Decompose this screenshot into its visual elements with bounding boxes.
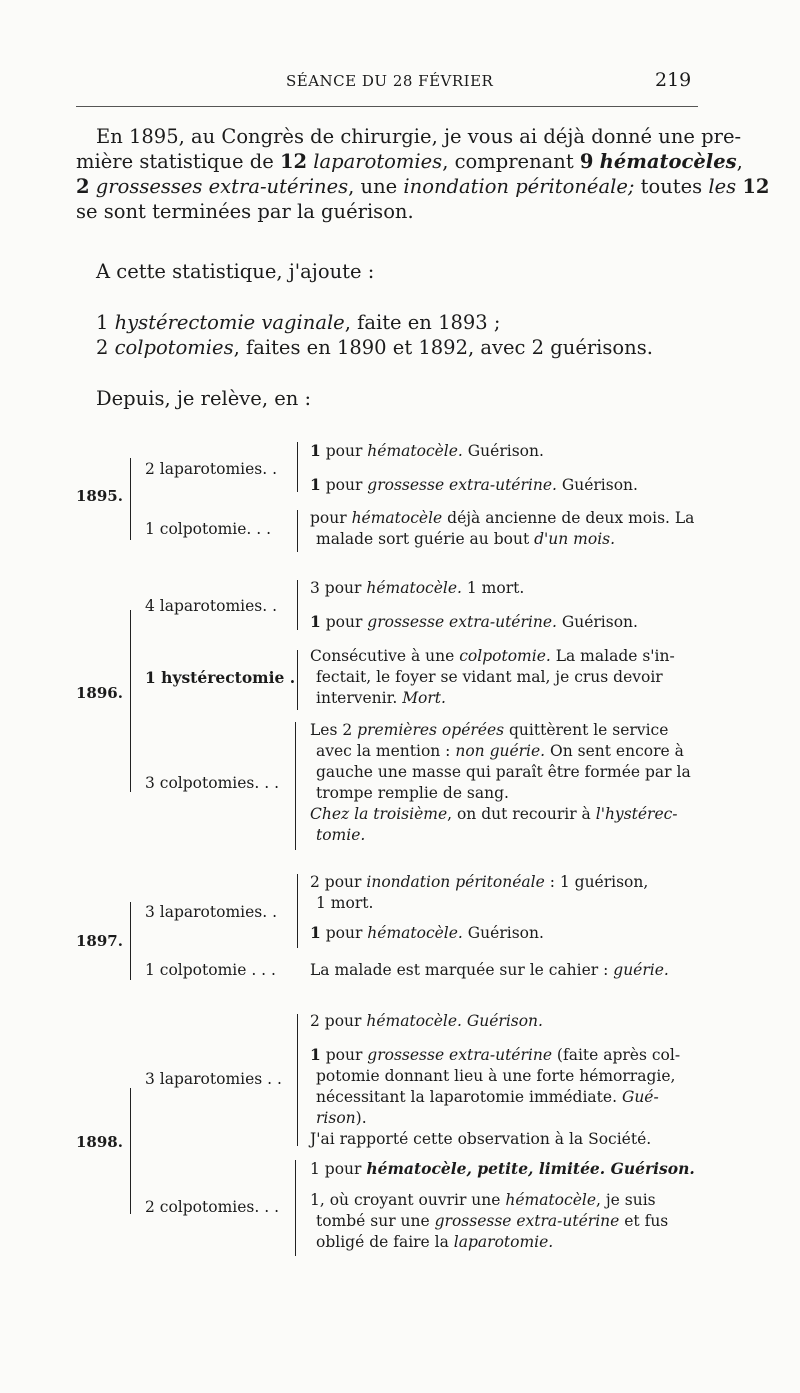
entry-1895-colpotomie: 1 colpotomie. . . (145, 520, 272, 538)
text: , faite en 1893 ; (344, 311, 501, 334)
detail-line: trompe remplie de sang. (316, 784, 509, 802)
text: mière statistique de (76, 150, 280, 173)
text: La malade s'in- (550, 647, 675, 665)
text: hématocèle. Guérison. (366, 1012, 543, 1030)
text: grossesse extra-utérine (434, 1212, 620, 1230)
entry-1896-hysterectomie: 1 hystérectomie . (145, 668, 296, 687)
text: hématocèle. (367, 442, 463, 460)
detail-line (310, 720, 691, 741)
text: 1 (96, 311, 115, 334)
intro-line-1: En 1895, au Congrès de chirurgie, je vous ai déjà donné une pre- (96, 125, 742, 148)
text: hématocèle (351, 509, 443, 527)
running-header-title: SÉANCE DU 28 FÉVRIER (286, 72, 494, 90)
detail-line (310, 1011, 680, 1032)
detail-line: 1 mort. (316, 894, 374, 912)
text: Depuis, je relève, en : (96, 387, 312, 410)
text: Guérison. (462, 924, 544, 942)
text: 2 pour (310, 873, 367, 891)
entry-brace (295, 722, 296, 850)
text: 12 (279, 150, 308, 173)
text: tomie. (316, 826, 366, 844)
text: 1 (310, 475, 321, 494)
text: et fus (619, 1212, 669, 1230)
detail-line (310, 508, 694, 529)
detail-line (310, 960, 669, 981)
text: laparotomies (313, 150, 443, 173)
text: pour (320, 924, 368, 942)
text: inondation péritonéale (366, 873, 545, 891)
detail-line (310, 578, 638, 599)
text: déjà ancienne de deux mois. La (442, 509, 695, 527)
intro-paragraph (76, 124, 770, 224)
text: hystérectomie vaginale (114, 311, 345, 334)
text: , on dut recourir à (447, 805, 596, 823)
intro-line-3 (76, 174, 770, 199)
header-rule (76, 106, 698, 107)
entry-1898-laparotomies: 3 laparotomies . . (145, 1070, 282, 1088)
text: Gué- (621, 1088, 659, 1106)
text: quittèrent le service (504, 721, 669, 739)
detail-line (310, 646, 675, 667)
text: l'hystérec- (595, 805, 678, 823)
text: intervenir. (316, 689, 403, 707)
text: non guérie. (455, 742, 546, 760)
text: hématocèle. (366, 579, 462, 597)
text: Chez la troisième (310, 805, 448, 823)
entry-brace (297, 1014, 298, 1146)
detail-line (310, 1108, 680, 1129)
text: grossesse extra-utérine. (367, 476, 557, 494)
entry-brace (295, 1160, 296, 1256)
text: pour (310, 509, 352, 527)
text: A cette statistique, j'ajoute : (96, 260, 375, 283)
text: pour (320, 613, 368, 631)
text: rison (316, 1109, 356, 1127)
detail-line (310, 1087, 680, 1108)
text: , une (348, 175, 404, 198)
addition-line-2 (76, 335, 702, 360)
text: obligé de faire la (316, 1233, 454, 1251)
additions (76, 310, 702, 360)
text: avec la mention : (316, 742, 456, 760)
detail-block (310, 440, 638, 496)
entry-1898-colpotomies: 2 colpotomies. . . (145, 1198, 279, 1216)
text: Les 2 (310, 721, 358, 739)
text: guérie. (613, 961, 669, 979)
text: 3 pour (310, 579, 367, 597)
entry-brace (297, 650, 298, 710)
detail-block (310, 872, 648, 944)
detail-block (310, 720, 691, 846)
detail-line (310, 611, 638, 633)
text: hématocèles (599, 150, 737, 173)
text: malade sort guérie au bout (316, 530, 535, 548)
year-brace-1897 (130, 902, 131, 980)
text: La malade est marquée sur le cahier : (310, 961, 614, 979)
detail-line (310, 529, 694, 550)
detail-block (310, 960, 669, 981)
entry-1897-colpotomie: 1 colpotomie . . . (145, 961, 276, 979)
text: grossesse extra-utérine. (367, 613, 557, 631)
entry-1897-laparotomies: 3 laparotomies. . (145, 903, 278, 921)
year-brace-1898 (130, 1088, 131, 1214)
text: 1 (310, 923, 321, 942)
entry-brace (297, 442, 298, 492)
entry-1895-laparotomies: 2 laparotomies. . (145, 460, 278, 478)
detail-block (310, 1011, 680, 1150)
text: d'un mois. (534, 530, 616, 548)
text: grossesse extra-utérine (367, 1046, 552, 1064)
text: Guérison. (556, 613, 638, 631)
text: pour (320, 1046, 368, 1064)
year-brace-1895 (130, 458, 131, 540)
depuis-line (76, 386, 702, 411)
detail-line (310, 688, 675, 709)
detail-line (310, 1044, 680, 1066)
year-1895: 1895. (76, 487, 123, 505)
stat-intro (76, 259, 702, 284)
text: laparotomie. (453, 1233, 554, 1251)
text: 1 (310, 1045, 321, 1064)
detail-block (310, 646, 675, 709)
year-1898: 1898. (76, 1133, 123, 1151)
text: 12 (742, 175, 770, 198)
detail-block (310, 578, 638, 633)
detail-line (310, 804, 691, 825)
detail-line: potomie donnant lieu à une forte hémorragie, (316, 1067, 676, 1085)
text: tombé sur une (316, 1212, 435, 1230)
detail-line (310, 922, 648, 944)
text: Consécutive à une (310, 647, 460, 665)
text: 9 (579, 150, 594, 173)
text: nécessitant la laparotomie immédiate. (316, 1088, 622, 1106)
text: pour (320, 442, 368, 460)
text: , comprenant (442, 150, 580, 173)
text: hématocèle, petite, limitée. Guérison. (366, 1159, 695, 1178)
entry-1896-laparotomies: 4 laparotomies. . (145, 597, 278, 615)
text: Guérison. (462, 442, 544, 460)
intro-line-2: mière statistique de 12 laparotomies, comprenant 9 hématocèles, (76, 150, 743, 173)
text: Guérison. (556, 476, 638, 494)
text: 1 (310, 441, 321, 460)
entry-brace (297, 580, 298, 630)
text: On sent encore à (545, 742, 684, 760)
text: 2 (76, 175, 90, 198)
detail-line (310, 825, 691, 846)
text: hématocèle (505, 1191, 596, 1209)
text: 1 mort. (461, 579, 525, 597)
detail-line (310, 440, 638, 462)
text: , je suis (596, 1191, 656, 1209)
intro-line-4: se sont terminées par la guérison. (76, 200, 414, 223)
text: colpotomie. (459, 647, 551, 665)
entry-brace (297, 874, 298, 948)
addition-line-1 (76, 310, 702, 335)
text: premières opérées (357, 721, 505, 739)
text: 1 (310, 612, 321, 631)
text: pour (320, 476, 368, 494)
text: hématocèle. (367, 924, 463, 942)
text: 2 pour (310, 1012, 367, 1030)
detail-line (310, 1211, 695, 1232)
text: , faites en 1890 et 1892, avec 2 guérisons. (233, 336, 653, 359)
text: 1, où croyant ouvrir une (310, 1191, 506, 1209)
text: (faite après col- (552, 1046, 681, 1064)
detail-block (310, 1158, 695, 1253)
detail-line: gauche une masse qui paraît être formée par la (316, 763, 691, 781)
text: 2 (96, 336, 115, 359)
detail-line (310, 474, 638, 496)
detail-block (310, 508, 694, 550)
detail-line (310, 872, 648, 893)
year-1897: 1897. (76, 932, 123, 950)
entry-1896-colpotomies: 3 colpotomies. . . (145, 774, 279, 792)
text: grossesses extra-utérines (95, 175, 349, 198)
entry-brace (297, 510, 298, 552)
text: colpotomies (114, 336, 234, 359)
text: Mort. (402, 689, 446, 707)
text: 1 pour (310, 1160, 367, 1178)
year-brace-1896 (130, 610, 131, 792)
detail-line: J'ai rapporté cette observation à la Société. (310, 1130, 652, 1148)
detail-line (310, 1232, 695, 1253)
detail-line (310, 741, 691, 762)
text: : 1 guérison, (544, 873, 649, 891)
text: inondation péritonéale; (403, 175, 635, 198)
detail-line (310, 1190, 695, 1211)
detail-line: fectait, le foyer se vidant mal, je crus devoir (316, 668, 663, 686)
text: les (708, 175, 737, 198)
text: toutes (634, 175, 709, 198)
year-1896: 1896. (76, 684, 123, 702)
detail-line (310, 1158, 695, 1180)
text: ). (355, 1109, 367, 1127)
page-number: 219 (655, 69, 692, 91)
